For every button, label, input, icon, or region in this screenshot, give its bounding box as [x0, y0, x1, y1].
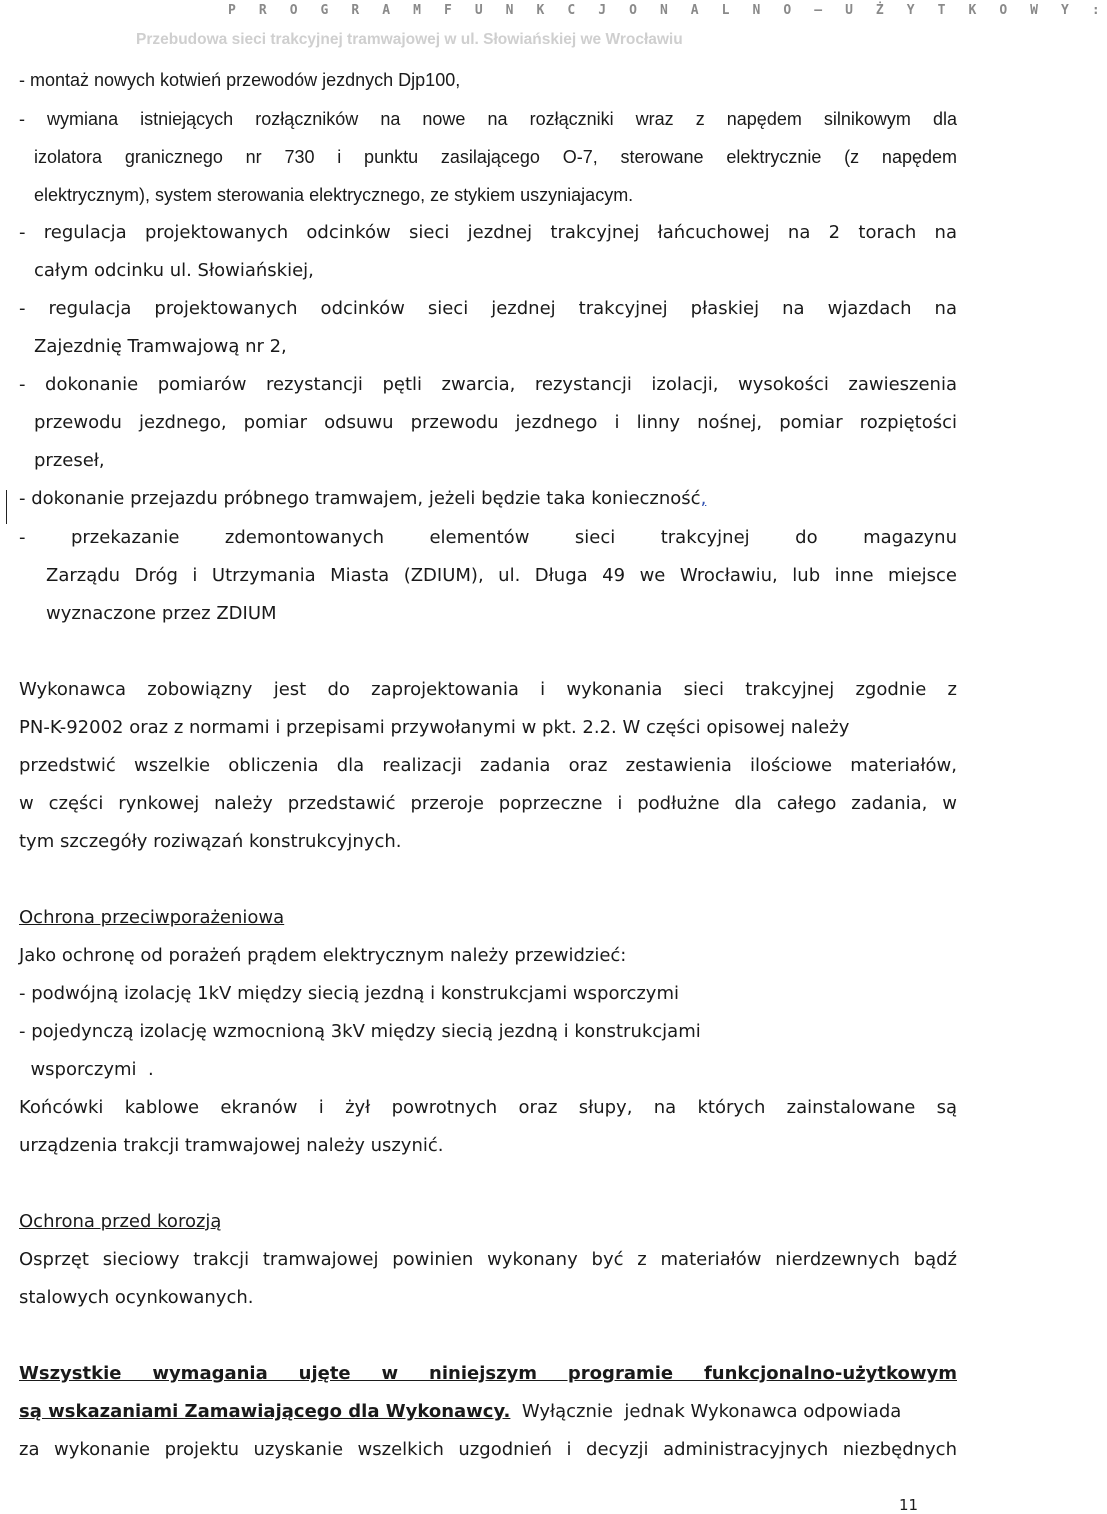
list-line: Zarządu Dróg i Utrzymania Miasta (ZDIUM), ul. Długa 49 we Wrocławiu, lub inne miejsce: [46, 565, 957, 586]
change-bar: [6, 490, 7, 524]
list-line: - montaż nowych kotwień przewodów jezdnych Djp100,: [19, 70, 461, 90]
section-line: stalowych ocynkowanych.: [19, 1287, 254, 1308]
list-line: [19, 526, 957, 550]
section-line: - pojedynczą izolację wzmocnioną 3kV między siecią jezdną i konstrukcjami: [19, 1021, 701, 1042]
section-line: wsporczymi .: [19, 1059, 154, 1080]
section-line: urządzenia trakcji tramwajowej należy uszynić.: [19, 1135, 444, 1156]
section-heading-shock: Ochrona przeciwporażeniowa: [19, 907, 285, 928]
final-statement-line: [19, 1400, 957, 1424]
section-line: Jako ochronę od porażeń prądem elektrycznym należy przewidzieć:: [19, 945, 627, 966]
list-line-text: - dokonanie przejazdu próbnego tramwajem, jeżeli będzie taka konieczność: [19, 488, 701, 509]
list-line: - dokonanie pomiarów rezystancji pętli zwarcia, rezystancji izolacji, wysokości zawieszenia: [19, 374, 957, 395]
word: elementów: [429, 527, 530, 548]
section-line: Osprzęt sieciowy trakcji tramwajowej powinien wykonany być z materiałów nierdzewnych bądź: [19, 1249, 957, 1270]
page-number: 11: [899, 1496, 919, 1514]
word: magazynu: [863, 527, 957, 548]
list-line: elektrycznym), system sterowania elektrycznego, ze stykiem uszyniajacym.: [34, 185, 634, 205]
section-line: - podwójną izolację 1kV między siecią jezdną i konstrukcjami wsporczymi: [19, 983, 679, 1004]
document-subtitle: Przebudowa sieci trakcyjnej tramwajowej w ul. Słowiańskiej we Wrocławiu: [136, 31, 683, 48]
list-line: przewodu jezdnego, pomiar odsuwu przewodu jezdnego i linny nośnej, pomiar rozpiętości: [34, 412, 957, 433]
tracked-comma: ,: [700, 488, 707, 509]
list-line: - regulacja projektowanych odcinków sieci jezdnej trakcyjnej płaskiej na wjazdach na: [19, 298, 957, 319]
word: przekazanie: [70, 527, 180, 548]
paragraph-line: w części rynkowej należy przedstawić przeroje poprzeczne i podłużne dla całego zadania, w: [19, 793, 957, 814]
section-line: Końcówki kablowe ekranów i żył powrotnych oraz słupy, na których zainstalowane są: [19, 1097, 957, 1118]
paragraph-line: PN-K-92002 oraz z normami i przepisami przywołanymi w pkt. 2.2. W części opisowej należy: [19, 717, 850, 738]
program-header: P R O G R A M F U N K C J O N A L N O – U Ż Y T K O W Y :: [228, 3, 1107, 18]
final-statement-line: Wszystkie wymagania ujęte w niniejszym programie funkcjonalno-użytkowym: [19, 1363, 957, 1384]
section-heading-corrosion: Ochrona przed korozją: [19, 1211, 222, 1232]
paragraph-line: tym szczegóły roziwązań konstrukcyjnych.: [19, 831, 402, 852]
paragraph-line: przedstwić wszelkie obliczenia dla realizacji zadania oraz zestawienia ilościowe materiałów,: [19, 755, 957, 776]
list-line: przeseł,: [34, 450, 105, 471]
final-statement-rest: Wyłącznie jednak Wykonawca odpowiada: [510, 1401, 902, 1422]
word: sieci: [574, 527, 616, 548]
list-line: - regulacja projektowanych odcinków sieci jezdnej trakcyjnej łańcuchowej na 2 torach na: [19, 222, 957, 243]
final-statement-bold: są wskazaniami Zamawiającego dla Wykonawcy.: [19, 1401, 511, 1422]
word: zdemontowanych: [224, 527, 384, 548]
list-line: całym odcinku ul. Słowiańskiej,: [34, 260, 314, 281]
final-statement-line: za wykonanie projektu uzyskanie wszelkich uzgodnień i decyzji administracyjnych niezbędnych: [19, 1439, 957, 1460]
list-line: - wymiana istniejących rozłączników na nowe na rozłączniki wraz z napędem silnikowym dla: [19, 109, 957, 129]
list-line-row: [19, 526, 957, 550]
paragraph-line: Wykonawca zobowiązny jest do zaprojektowania i wykonania sieci trakcyjnej zgodnie z: [19, 679, 957, 700]
word: trakcyjnej: [660, 527, 750, 548]
word: do: [795, 527, 818, 548]
list-line: izolatora granicznego nr 730 i punktu zasilającego O-7, sterowane elektrycznie (z napędem: [34, 147, 957, 167]
list-line: Zajezdnię Tramwajową nr 2,: [34, 336, 287, 357]
word: -: [19, 527, 26, 548]
list-line: wyznaczone przez ZDIUM: [46, 603, 277, 624]
list-line: [19, 487, 957, 511]
